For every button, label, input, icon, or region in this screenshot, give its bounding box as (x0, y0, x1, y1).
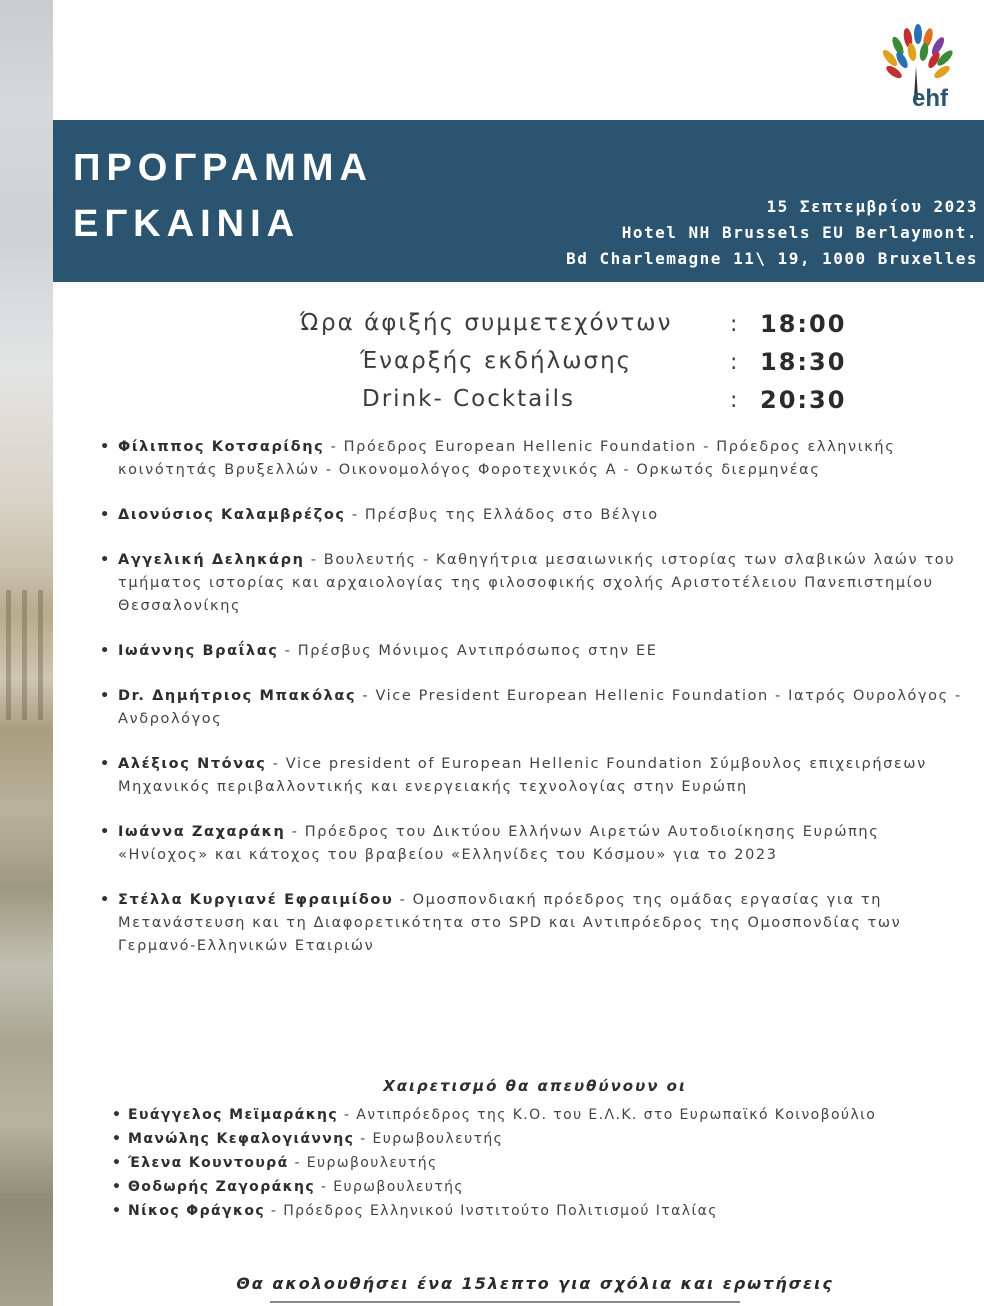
divider (270, 1301, 740, 1303)
greeter-name: Μανώλης Κεφαλογιάννης (128, 1131, 355, 1147)
speaker-name: Dr. Δημήτριος Μπακόλας (118, 688, 357, 704)
schedule-label: Έναρξής εκδήλωσης (360, 348, 633, 374)
speaker-role: Πρόεδρος European Hellenic Foundation - Πρόεδρος ελληνικής κοινότητάς Βρυξελλών - Οικονομολόγος Φοροτεχνικός Α - Ορκωτός διερμηνέας (118, 439, 896, 478)
schedule (290, 308, 890, 422)
greeter-role: Πρόεδρος Ελληνικού Ινστιτούτο Πολιτισμού Ιταλίας (283, 1203, 718, 1219)
speaker-name: Ιωάννης Βραΐλας (118, 643, 279, 659)
speaker-role: Πρόεδρος του Δικτύου Ελλήνων Αιρετών Αυτοδιοίκησης Ευρώπης «Ηνίοχος» και κάτοχος του βραβείου «Ελληνίδες του Κόσμου» για το 2023 (118, 824, 880, 863)
speaker-role: Βουλευτής - Καθηγήτρια μεσαιωνικής ιστορίας των σλαβικών λαών του τμήματος ιστορίας και αρχαιολογίας της φιλοσοφικής σχολής Αριστοτέλειου Πανεπιστημίου Θεσσαλονίκης (118, 552, 956, 614)
schedule-colon: : (730, 312, 738, 337)
separator: - (266, 756, 286, 772)
greetings-heading: Χαιρετισμό θα απευθύνουν οι (383, 1077, 687, 1095)
speaker-name: Στέλλα Κυργιανέ Εφραιμίδου (118, 892, 394, 908)
speaker-item (100, 504, 970, 527)
separator: - (285, 824, 305, 840)
separator: - (278, 643, 298, 659)
speaker-item (100, 889, 970, 958)
schedule-label: Ώρα άφιξής συμμετεχόντων (300, 310, 673, 336)
speaker-role: Ομοσπονδιακή πρόεδρος της ομάδας εργασίας για τη Μετανάστευση και τη Διαφορετικότητα στο SPD και Αντιπρόεδρος της Ομοσπονδίας των Γερμανό-Ελληνικών Εταιριών (118, 892, 902, 954)
page-title (73, 140, 373, 252)
event-date: 15 Σεπτεμβρίου 2023 (766, 197, 978, 216)
speaker-item (100, 685, 970, 731)
column-shape (38, 590, 43, 720)
speaker-item (100, 549, 970, 618)
title-line-1: ΠΡΟΓΡΑΜΜΑ (73, 147, 373, 189)
greeter-role: Ευρωβουλευτής (306, 1155, 438, 1171)
greeter-item (112, 1127, 972, 1151)
closing-note: Θα ακολουθήσει ένα 15λεπτο για σχόλια και ερωτήσεις (236, 1274, 834, 1293)
schedule-colon: : (730, 350, 738, 375)
schedule-time: 20:30 (760, 386, 847, 414)
column-shape (6, 590, 11, 720)
title-line-2: ΕΓΚΑΙΝΙΑ (73, 203, 301, 245)
column-shape (22, 590, 27, 720)
separator: - (338, 1107, 357, 1123)
header-band (53, 120, 984, 282)
speaker-name: Διονύσιος Καλαμβρέζος (118, 507, 346, 523)
separator: - (393, 892, 413, 908)
greeter-item (112, 1103, 972, 1127)
speaker-item (100, 753, 970, 799)
schedule-row (290, 308, 890, 346)
speaker-item (100, 821, 970, 867)
separator: - (345, 507, 365, 523)
greeter-role: Ευρωβουλευτής (333, 1179, 465, 1195)
schedule-label: Drink- Cocktails (362, 386, 576, 412)
schedule-row (290, 346, 890, 384)
speaker-item (100, 640, 970, 663)
speaker-role: Vice President European Hellenic Foundation - Ιατρός Ουρολόγος - Ανδρολόγος (118, 688, 962, 727)
speaker-name: Αγγελική Δεληκάρη (118, 552, 305, 568)
speaker-item (100, 436, 970, 482)
separator: - (354, 1131, 373, 1147)
speaker-name: Ιωάννα Ζαχαράκη (118, 824, 286, 840)
schedule-colon: : (730, 388, 738, 413)
separator: - (324, 439, 344, 455)
separator: - (356, 688, 376, 704)
speaker-role: Πρέσβυς της Ελλάδος στο Βέλγιο (364, 507, 659, 523)
schedule-time: 18:00 (760, 310, 847, 338)
logo-text: ehf (912, 85, 948, 112)
event-info (566, 194, 978, 272)
greeter-role: Αντιπρόεδρος της Κ.Ο. του Ε.Λ.Κ. στο Ευρωπαϊκό Κοινοβούλιο (356, 1107, 877, 1123)
event-venue: Hotel NH Brussels EU Berlaymont. (621, 223, 978, 242)
greetings-list (112, 1103, 972, 1223)
side-photo-strip (0, 0, 53, 1306)
greeter-name: Θοδωρής Ζαγοράκης (128, 1179, 316, 1195)
speaker-role: Πρέσβυς Μόνιμος Αντιπρόσωπος στην ΕΕ (297, 643, 658, 659)
separator: - (265, 1203, 284, 1219)
separator: - (288, 1155, 307, 1171)
event-address: Bd Charlemagne 11\ 19, 1000 Bruxelles (566, 249, 978, 268)
greeter-item (112, 1151, 972, 1175)
greeter-item (112, 1199, 972, 1223)
speakers-list (100, 436, 970, 980)
schedule-time: 18:30 (760, 348, 847, 376)
speaker-name: Αλέξιος Ντόνας (118, 756, 267, 772)
greeter-name: Νίκος Φράγκος (128, 1203, 266, 1219)
ehf-logo (860, 18, 972, 114)
speaker-role: Vice president of European Hellenic Foundation Σύμβουλος επιχειρήσεων Μηχανικός περιβαλλοντικής και ενεργειακής τεχνολογίας στην Ευρώπη (118, 756, 927, 795)
greeter-name: Έλενα Κουντουρά (128, 1155, 289, 1171)
schedule-row (290, 384, 890, 422)
tree-logo-icon (860, 18, 972, 114)
greeter-role: Ευρωβουλευτής (372, 1131, 504, 1147)
greeter-item (112, 1175, 972, 1199)
speaker-name: Φίλιππος Κοτσαρίδης (118, 439, 325, 455)
separator: - (304, 552, 324, 568)
separator: - (315, 1179, 334, 1195)
greeter-name: Ευάγγελος Μεϊμαράκης (128, 1107, 339, 1123)
